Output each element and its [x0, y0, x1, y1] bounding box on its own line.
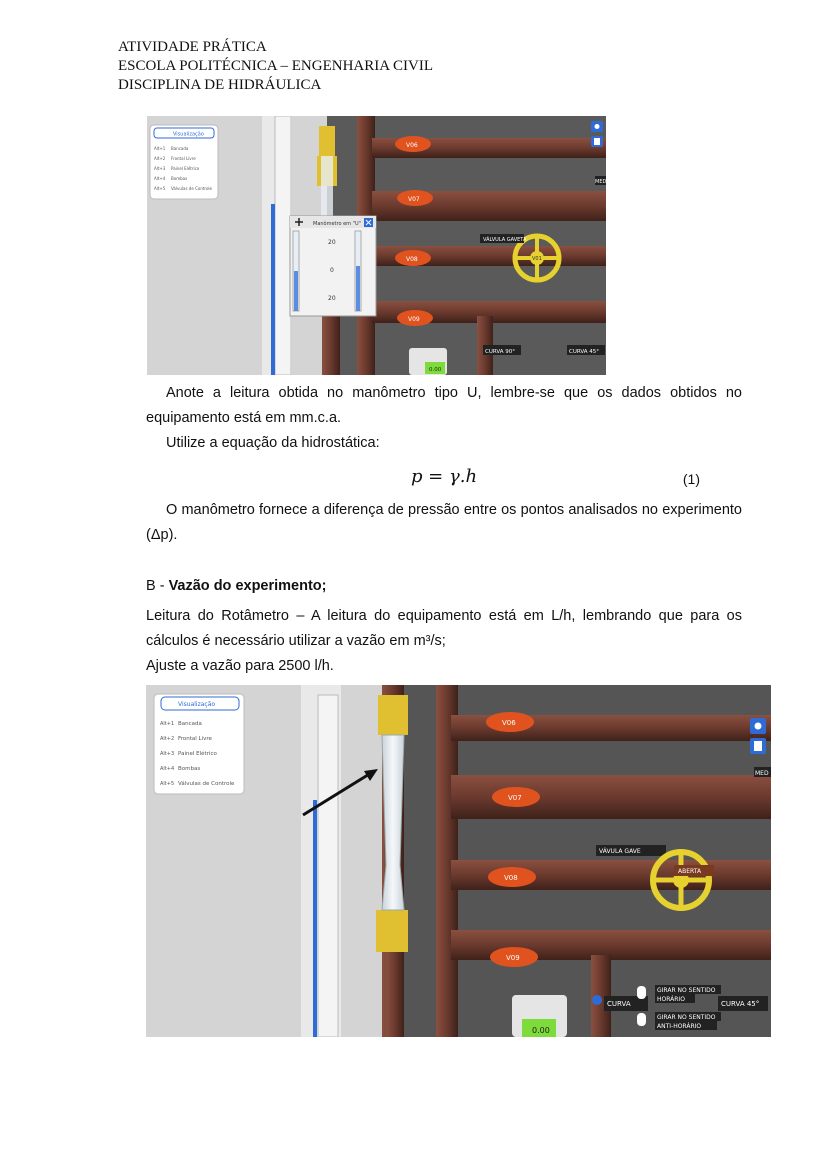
view-item-frontal[interactable]: Frontal Livre — [171, 156, 196, 161]
view-item-painel[interactable]: Painel Elétrico — [178, 751, 217, 757]
view-item-bombas[interactable]: Bombas — [178, 766, 201, 772]
hint-text: GIRAR NO SENTIDO — [657, 987, 716, 994]
curve-label: CURVA — [607, 1000, 631, 1008]
paragraph-hydrostatic: Utilize a equação da hidrostática: — [166, 435, 380, 451]
view-panel — [154, 694, 244, 794]
view-item-tag: Alt+3 — [154, 166, 166, 171]
document-header — [118, 38, 433, 95]
hint-text: GIRAR NO SENTIDO — [657, 1014, 716, 1021]
header-line-school: ESCOLA POLITÉCNICA – ENGENHARIA CIVIL — [118, 58, 433, 74]
equation-hydrostatic — [146, 466, 742, 494]
view-item-tag: Alt+4 — [160, 766, 175, 772]
gate-valve-label: VÁLVULA GAVETA — [483, 237, 527, 243]
valve-label: V06 — [502, 719, 516, 727]
curve-label: CURVA 45° — [721, 1000, 760, 1008]
section-b-title: Vazão do experimento; — [168, 578, 327, 594]
paragraph-adjust-flow: Ajuste a vazão para 2500 l/h. — [146, 658, 334, 674]
valve-label: V08 — [406, 256, 418, 263]
view-item-painel[interactable]: Painel Elétrico — [171, 166, 200, 171]
header-line-discipline: DISCIPLINA DE HIDRÁULICA — [118, 77, 322, 93]
section-b-heading — [146, 578, 327, 594]
view-item-bombas[interactable]: Bombas — [171, 176, 188, 181]
valve-label: V07 — [408, 196, 420, 203]
gate-valve-label: VÁVULA GAVE — [599, 848, 641, 855]
scale-label: 20 — [328, 239, 336, 246]
hint-text: ANTI-HORÁRIO — [657, 1023, 702, 1030]
hint-text: HORÁRIO — [657, 996, 685, 1003]
view-item-valvulas[interactable]: Válvulas de Controle — [171, 186, 212, 191]
paragraph-rotameter: Leitura do Rotâmetro – A leitura do equipamento está em L/h, lembrando que para os cálculos é necessário utilizar a vazão em m³/s; — [146, 608, 742, 649]
view-item-tag: Alt+3 — [160, 751, 175, 757]
valve-label: V06 — [406, 142, 418, 149]
view-item-tag: Alt+5 — [160, 781, 175, 787]
document-icon[interactable] — [750, 738, 766, 754]
handwheel-label: V01 — [532, 256, 542, 262]
settings-icon[interactable] — [591, 121, 603, 132]
manometer-title: Manômetro em "U" — [313, 221, 361, 227]
scale-label: 0 — [330, 267, 334, 274]
curve-label: CURVA 45° — [569, 349, 600, 355]
simulator-screenshot-rotameter — [146, 685, 771, 1037]
view-item-tag: Alt+2 — [154, 156, 166, 161]
med-label: MED — [595, 179, 606, 185]
scale-label: 20 — [328, 295, 336, 302]
valve-label: V08 — [504, 874, 518, 882]
settings-icon[interactable] — [750, 718, 766, 734]
equation-number: (1) — [682, 471, 700, 487]
med-label: MED — [755, 770, 769, 777]
header-line-activity: ATIVIDADE PRÁTICA — [118, 39, 267, 55]
view-item-valvulas[interactable]: Válvulas de Controle — [178, 781, 235, 787]
flow-display-value: 0.00 — [429, 367, 442, 373]
open-status-label: ABERTA — [678, 868, 702, 875]
manometer-window — [290, 216, 376, 316]
view-item-bancada[interactable]: Bancada — [171, 146, 189, 151]
view-item-bancada[interactable]: Bancada — [178, 721, 202, 727]
view-item-tag: Alt+1 — [154, 146, 166, 151]
handwheel-gate-valve[interactable] — [653, 852, 709, 908]
view-dropdown[interactable]: Visualização — [173, 131, 204, 138]
view-item-frontal[interactable]: Frontal Livre — [178, 736, 212, 742]
paragraph-manometer-reading: Anote a leitura obtida no manômetro tipo U, lembre-se que os dados obtidos no equipamento está em mm.c.a. — [146, 385, 742, 426]
close-icon[interactable] — [364, 218, 373, 227]
equation-formula: p = γ.h — [410, 466, 478, 487]
paragraph-pressure-difference: O manômetro fornece a diferença de pressão entre os pontos analisados no experimento (Δp). — [146, 502, 742, 543]
view-item-tag: Alt+4 — [154, 176, 166, 181]
curve-label: CURVA 90° — [485, 349, 516, 355]
view-panel — [150, 125, 218, 199]
view-item-tag: Alt+5 — [154, 186, 166, 191]
section-b-prefix: B - — [146, 578, 169, 594]
valve-label: V09 — [408, 316, 420, 323]
view-item-tag: Alt+1 — [160, 721, 175, 727]
valve-label: V07 — [508, 794, 522, 802]
view-dropdown[interactable]: Visualização — [178, 701, 216, 708]
view-item-tag: Alt+2 — [160, 736, 175, 742]
document-icon[interactable] — [591, 136, 603, 147]
flow-display-value: 0.00 — [532, 1026, 550, 1035]
simulator-screenshot-manometer — [147, 116, 606, 375]
valve-label: V09 — [506, 954, 520, 962]
